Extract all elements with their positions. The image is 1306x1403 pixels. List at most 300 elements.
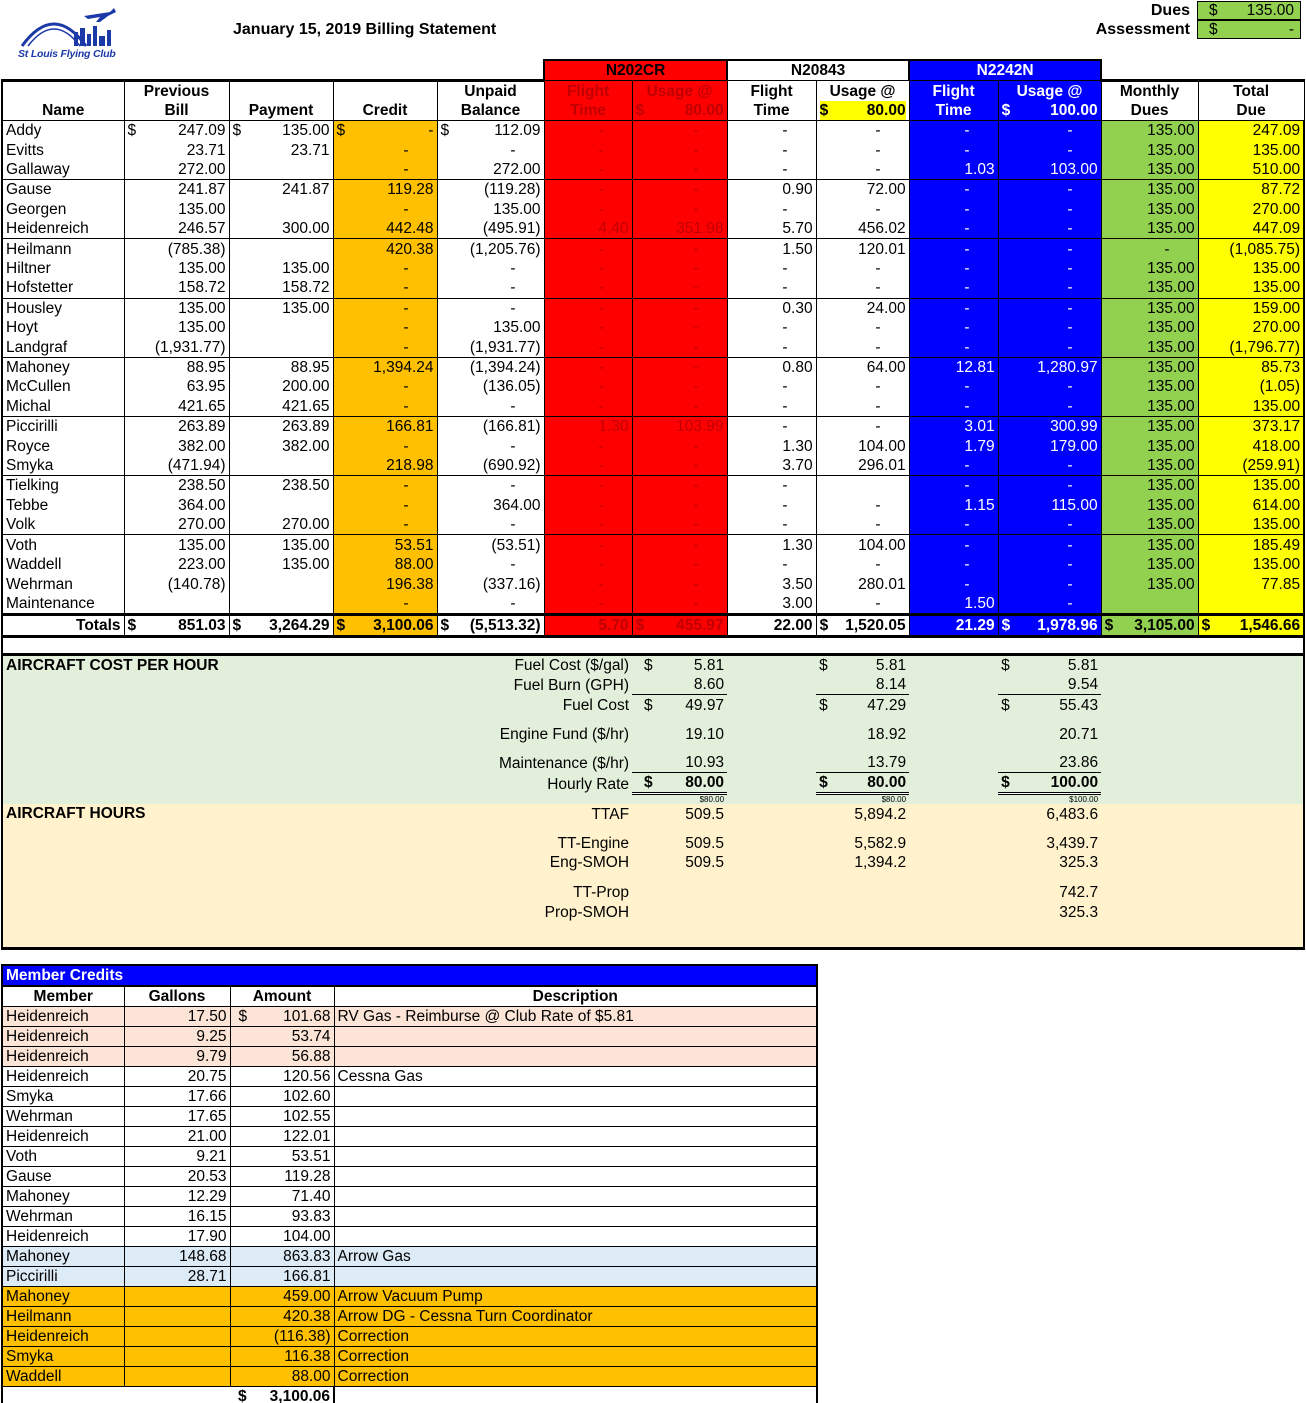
previous-bill: 23.71	[124, 140, 229, 160]
n202cr-usage: 103.99	[632, 417, 727, 437]
n2242n-usage: -	[998, 515, 1101, 535]
header-line-2: Time	[753, 102, 790, 119]
n202cr-usage: -	[632, 259, 727, 279]
n2242n-flight-time: 12.81	[909, 357, 998, 377]
credit-member: Heidenreich	[2, 1027, 124, 1047]
currency-symbol: $	[1001, 774, 1010, 791]
cell-value: 3,100.06	[269, 1388, 330, 1403]
monthly-dues: 135.00	[1101, 476, 1198, 496]
total-payment	[229, 615, 333, 637]
spacer	[909, 655, 998, 676]
credit-gallons	[124, 1327, 230, 1347]
credit-row	[2, 1267, 817, 1287]
previous-bill	[124, 594, 229, 615]
hours-row	[2, 872, 1304, 902]
assessment-value-cell[interactable]	[1197, 20, 1301, 39]
statement-title: January 15, 2019 Billing Statement	[233, 21, 497, 38]
cost-value	[632, 773, 727, 794]
credit-row	[2, 1247, 817, 1267]
cost-value	[816, 655, 909, 676]
cell-value: 101.68	[283, 1008, 331, 1025]
monthly-dues: 135.00	[1101, 219, 1198, 239]
credit: 442.48	[333, 219, 437, 239]
unpaid-balance: (495.91)	[437, 219, 544, 239]
credit-gallons: 20.75	[124, 1067, 230, 1087]
credit-row	[2, 1047, 817, 1067]
credits-total	[230, 1387, 334, 1403]
member-row	[2, 298, 1304, 318]
aircraft-n202cr-header: N202CR	[544, 60, 727, 81]
n2242n-usage: -	[998, 199, 1101, 219]
credit-member: Gause	[2, 1167, 124, 1187]
member-row	[2, 338, 1304, 358]
credit: 196.38	[333, 574, 437, 594]
member-name: Mahoney	[2, 357, 124, 377]
header-line-2: Bill	[164, 102, 189, 119]
member-row	[2, 278, 1304, 298]
previous-bill: 135.00	[124, 298, 229, 318]
spacer	[909, 695, 998, 715]
n20843-flight-time: -	[727, 338, 816, 358]
n2242n-usage: 103.00	[998, 160, 1101, 180]
credit-member: Heidenreich	[2, 1067, 124, 1087]
credit-row	[2, 1287, 817, 1307]
n20843-flight-time: 1.50	[727, 239, 816, 259]
previous-bill: (1,931.77)	[124, 338, 229, 358]
rate-note: $80.00	[816, 794, 909, 805]
dues-label: Dues	[1150, 2, 1190, 19]
spacer	[124, 1387, 230, 1403]
n20843-usage: -	[816, 160, 909, 180]
n2242n-usage: -	[998, 397, 1101, 417]
n2242n-flight-time: -	[909, 397, 998, 417]
credit: 1,394.24	[333, 357, 437, 377]
unpaid-balance: (337.16)	[437, 574, 544, 594]
cost-value	[632, 695, 727, 715]
cost-row	[2, 773, 1304, 794]
credit-gallons: 21.00	[124, 1127, 230, 1147]
member-row	[2, 199, 1304, 219]
member-name: Evitts	[2, 140, 124, 160]
monthly-dues: 135.00	[1101, 456, 1198, 476]
total-due: 270.00	[1198, 199, 1304, 219]
n2242n-usage: -	[998, 219, 1101, 239]
n20843-flight-time: 5.70	[727, 219, 816, 239]
n202cr-flight-time: -	[544, 377, 632, 397]
monthly-dues: 135.00	[1101, 199, 1198, 219]
credits-title: Member Credits	[2, 965, 817, 986]
n2242n-usage: -	[998, 239, 1101, 259]
previous-bill: 238.50	[124, 476, 229, 496]
cell-value: 1,520.05	[845, 617, 906, 635]
credits-column-header: Description	[334, 986, 817, 1007]
total-due: 135.00	[1198, 140, 1304, 160]
credit-description	[334, 1027, 817, 1047]
hours-row-label: TT-Prop	[333, 872, 632, 902]
total-n20843-flight-time: 22.00	[727, 615, 816, 637]
usage-rate	[820, 101, 906, 120]
n20843-usage: -	[816, 515, 909, 535]
n202cr-flight-time: -	[544, 239, 632, 259]
payment	[229, 160, 333, 180]
dues-value-cell[interactable]	[1197, 1, 1301, 20]
monthly-dues: 135.00	[1101, 140, 1198, 160]
credit-gallons	[124, 1307, 230, 1327]
n2242n-usage: -	[998, 259, 1101, 279]
previous-bill: 364.00	[124, 495, 229, 515]
hours-bottom-row	[2, 922, 1304, 948]
n20843-flight-time: -	[727, 377, 816, 397]
n202cr-flight-time: -	[544, 397, 632, 417]
credit-description	[334, 1107, 817, 1127]
unpaid-balance: (690.92)	[437, 456, 544, 476]
credit: 119.28	[333, 180, 437, 200]
n20843-usage: 24.00	[816, 298, 909, 318]
spacer	[2, 902, 333, 922]
cell-value: 112.09	[494, 122, 541, 140]
cell-value: 5.81	[693, 657, 725, 675]
currency-symbol: $	[127, 122, 137, 140]
n202cr-usage: -	[632, 476, 727, 496]
n2242n-usage: -	[998, 338, 1101, 358]
credit-description	[334, 1167, 817, 1187]
usage-rate-value: 100.00	[1050, 102, 1098, 119]
currency-symbol: $	[819, 617, 829, 635]
monthly-dues: 135.00	[1101, 318, 1198, 338]
member-row	[2, 160, 1304, 180]
total-due: 135.00	[1198, 555, 1304, 575]
n20843-usage: 296.01	[816, 456, 909, 476]
previous-bill: 241.87	[124, 180, 229, 200]
unpaid-balance: (136.05)	[437, 377, 544, 397]
cost-row	[2, 715, 1304, 744]
spacer	[727, 902, 816, 922]
credit-description	[334, 1187, 817, 1207]
total-due: 270.00	[1198, 318, 1304, 338]
n2242n-usage: -	[998, 140, 1101, 160]
credit-amount: 88.00	[230, 1367, 334, 1387]
member-name: Heilmann	[2, 239, 124, 259]
credit: -	[333, 515, 437, 535]
n20843-usage: -	[816, 377, 909, 397]
assessment-value: -	[1288, 21, 1294, 38]
total-due	[1198, 615, 1304, 637]
cost-value	[998, 655, 1101, 676]
n202cr-usage: -	[632, 199, 727, 219]
cell-value: 80.00	[867, 774, 907, 791]
n20843-usage: -	[816, 594, 909, 615]
n20843-flight-time: -	[727, 495, 816, 515]
spacer	[1101, 872, 1304, 902]
n20843-usage: 280.01	[816, 574, 909, 594]
hours-value: 6,483.6	[998, 804, 1101, 824]
member-row	[2, 318, 1304, 338]
credit-amount: 420.38	[230, 1307, 334, 1327]
cost-value	[816, 695, 909, 715]
cost-row	[2, 695, 1304, 715]
n2242n-flight-time: -	[909, 555, 998, 575]
currency-symbol: $	[336, 122, 346, 140]
hours-row	[2, 824, 1304, 853]
n202cr-usage: -	[632, 357, 727, 377]
spacer	[1101, 655, 1304, 676]
credit-member: Heidenreich	[2, 1227, 124, 1247]
member-credits-table	[1, 964, 818, 1403]
header-line-1	[337, 82, 434, 101]
credit-member: Smyka	[2, 1087, 124, 1107]
member-row	[2, 121, 1304, 141]
n202cr-usage: -	[632, 456, 727, 476]
header-line-1: Unpaid	[464, 83, 517, 100]
payment	[229, 338, 333, 358]
currency-symbol: $	[1104, 617, 1114, 635]
total-due: 87.72	[1198, 180, 1304, 200]
credit-amount: 104.00	[230, 1227, 334, 1247]
currency-symbol: $	[644, 774, 653, 791]
header-line-2: Name	[42, 102, 85, 119]
header-line-1: Flight	[566, 83, 610, 100]
member-name: Addy	[2, 121, 124, 141]
spacer	[909, 794, 998, 805]
n202cr-usage: -	[632, 515, 727, 535]
spacer	[909, 715, 998, 744]
member-name: Piccirilli	[2, 417, 124, 437]
unpaid-balance: (1,394.24)	[437, 357, 544, 377]
cell-value: 3,100.06	[373, 617, 434, 635]
n202cr-usage: -	[632, 298, 727, 318]
n20843-usage: 120.01	[816, 239, 909, 259]
monthly-dues: 135.00	[1101, 377, 1198, 397]
totals-row	[2, 615, 1304, 637]
hours-value: 5,582.9	[816, 824, 909, 853]
cost-row-label: Hourly Rate	[333, 773, 632, 794]
spacer	[2, 773, 333, 794]
header-line-2: Credit	[362, 102, 408, 119]
n2242n-usage: 179.00	[998, 436, 1101, 456]
payment: 158.72	[229, 278, 333, 298]
credit: -	[333, 318, 437, 338]
currency-symbol: $	[336, 617, 346, 635]
credit: -	[333, 436, 437, 456]
spacer	[909, 902, 998, 922]
credit-gallons: 17.65	[124, 1107, 230, 1127]
credits-title-row	[2, 965, 817, 986]
member-name: Hiltner	[2, 259, 124, 279]
credit-description	[334, 1087, 817, 1107]
payment	[229, 239, 333, 259]
payment: 135.00	[229, 259, 333, 279]
n2242n-flight-time: -	[909, 338, 998, 358]
n202cr-flight-time: -	[544, 180, 632, 200]
spacer	[727, 824, 816, 853]
unpaid-balance: -	[437, 397, 544, 417]
unpaid-balance: -	[437, 140, 544, 160]
header-line-2: Payment	[248, 102, 314, 119]
n20843-usage: -	[816, 417, 909, 437]
previous-bill: 135.00	[124, 318, 229, 338]
monthly-dues: 135.00	[1101, 180, 1198, 200]
column-header	[816, 81, 909, 121]
payment: 241.87	[229, 180, 333, 200]
n20843-flight-time: -	[727, 259, 816, 279]
credit: -	[333, 278, 437, 298]
n2242n-usage: -	[998, 555, 1101, 575]
previous-bill	[124, 121, 229, 141]
cost-value	[816, 773, 909, 794]
header-spacer	[2, 60, 544, 81]
credit: -	[333, 377, 437, 397]
n20843-usage	[816, 476, 909, 496]
n202cr-flight-time: -	[544, 121, 632, 141]
currency-symbol: $	[232, 122, 242, 140]
member-row	[2, 594, 1304, 615]
cost-value: 10.93	[632, 744, 727, 773]
n20843-usage: -	[816, 397, 909, 417]
n202cr-usage: -	[632, 338, 727, 358]
hours-value	[632, 872, 727, 902]
credit-gallons	[124, 1287, 230, 1307]
credit-member: Heidenreich	[2, 1007, 124, 1027]
n20843-usage: -	[816, 318, 909, 338]
member-name: Voth	[2, 535, 124, 555]
credit-amount: 459.00	[230, 1287, 334, 1307]
spacer	[909, 824, 998, 853]
spacer	[727, 804, 816, 824]
header-line-2: Balance	[460, 102, 521, 119]
n202cr-flight-time: -	[544, 574, 632, 594]
credit-amount: 53.74	[230, 1027, 334, 1047]
spacer	[727, 655, 816, 676]
n202cr-usage: -	[632, 239, 727, 259]
cost-row	[2, 655, 1304, 676]
hours-value: 509.5	[632, 804, 727, 824]
credit-description	[334, 1227, 817, 1247]
currency-symbol: $	[1001, 696, 1010, 714]
spacer	[1101, 794, 1304, 805]
cost-row-label: Fuel Burn (GPH)	[333, 675, 632, 695]
total-due: 135.00	[1198, 397, 1304, 417]
credit-amount: 122.01	[230, 1127, 334, 1147]
credit: 218.98	[333, 456, 437, 476]
n2242n-usage: -	[998, 318, 1101, 338]
total-due: 135.00	[1198, 259, 1304, 279]
n2242n-usage: -	[998, 377, 1101, 397]
credit-amount: 863.83	[230, 1247, 334, 1267]
credit-row	[2, 1127, 817, 1147]
member-name: Landgraf	[2, 338, 124, 358]
n2242n-flight-time: -	[909, 140, 998, 160]
currency-symbol: $	[127, 617, 137, 635]
unpaid-balance: (119.28)	[437, 180, 544, 200]
n20843-flight-time: 1.30	[727, 535, 816, 555]
n20843-flight-time: -	[727, 121, 816, 141]
total-due: 373.17	[1198, 417, 1304, 437]
hours-row	[2, 853, 1304, 873]
member-name: Tielking	[2, 476, 124, 496]
spacer	[909, 744, 998, 773]
unpaid-balance: 364.00	[437, 495, 544, 515]
credit-gallons: 17.50	[124, 1007, 230, 1027]
previous-bill: 263.89	[124, 417, 229, 437]
total-due: 135.00	[1198, 476, 1304, 496]
credit-gallons	[124, 1367, 230, 1387]
credit: -	[333, 259, 437, 279]
n2242n-flight-time: -	[909, 121, 998, 141]
monthly-dues: 135.00	[1101, 259, 1198, 279]
unpaid-balance	[437, 121, 544, 141]
member-name: Georgen	[2, 199, 124, 219]
credit-gallons: 20.53	[124, 1167, 230, 1187]
n2242n-usage: 300.99	[998, 417, 1101, 437]
spacer	[1101, 715, 1304, 744]
member-name: Tebbe	[2, 495, 124, 515]
n202cr-usage: -	[632, 397, 727, 417]
credit-row	[2, 1187, 817, 1207]
total-due: 159.00	[1198, 298, 1304, 318]
cost-row-label: Maintenance ($/hr)	[333, 744, 632, 773]
credit: -	[333, 476, 437, 496]
credit-row	[2, 1327, 817, 1347]
spacer	[1101, 675, 1304, 695]
member-name: McCullen	[2, 377, 124, 397]
n20843-usage: -	[816, 121, 909, 141]
header-line-2: Dues	[1130, 102, 1169, 119]
total-due	[1198, 594, 1304, 615]
previous-bill: 223.00	[124, 555, 229, 575]
credit-member: Mahoney	[2, 1187, 124, 1207]
spacer	[727, 744, 816, 773]
total-due: (1,796.77)	[1198, 338, 1304, 358]
spacer	[2, 872, 333, 902]
credit-amount: (116.38)	[230, 1327, 334, 1347]
spacer	[909, 853, 998, 873]
column-header	[909, 81, 998, 121]
n202cr-usage: -	[632, 555, 727, 575]
previous-bill: (471.94)	[124, 456, 229, 476]
spacer	[1101, 824, 1304, 853]
n20843-flight-time: -	[727, 476, 816, 496]
credit: 166.81	[333, 417, 437, 437]
spacer	[1101, 804, 1304, 824]
total-monthly-dues	[1101, 615, 1198, 637]
payment: 135.00	[229, 555, 333, 575]
previous-bill: 270.00	[124, 515, 229, 535]
payment	[229, 121, 333, 141]
previous-bill: 135.00	[124, 259, 229, 279]
currency-symbol: $	[819, 102, 829, 119]
n202cr-usage: -	[632, 121, 727, 141]
n202cr-usage: -	[632, 594, 727, 615]
previous-bill: 135.00	[124, 199, 229, 219]
credit-description: Correction	[334, 1327, 817, 1347]
n20843-usage: -	[816, 199, 909, 219]
header-line-1: Usage @	[1016, 83, 1083, 100]
n2242n-usage: -	[998, 121, 1101, 141]
spacer	[2, 794, 632, 805]
cell-value: 49.97	[685, 696, 725, 714]
spacer	[727, 695, 816, 715]
member-name: Hofstetter	[2, 278, 124, 298]
currency-symbol: $	[644, 696, 653, 714]
cell-value: 1,546.66	[1239, 617, 1301, 635]
credit-member: Waddell	[2, 1367, 124, 1387]
credit: -	[333, 160, 437, 180]
spacer	[727, 675, 816, 695]
n2242n-flight-time: -	[909, 239, 998, 259]
credit-description: Cessna Gas	[334, 1067, 817, 1087]
member-name: Wehrman	[2, 574, 124, 594]
n202cr-flight-time: 4.40	[544, 219, 632, 239]
